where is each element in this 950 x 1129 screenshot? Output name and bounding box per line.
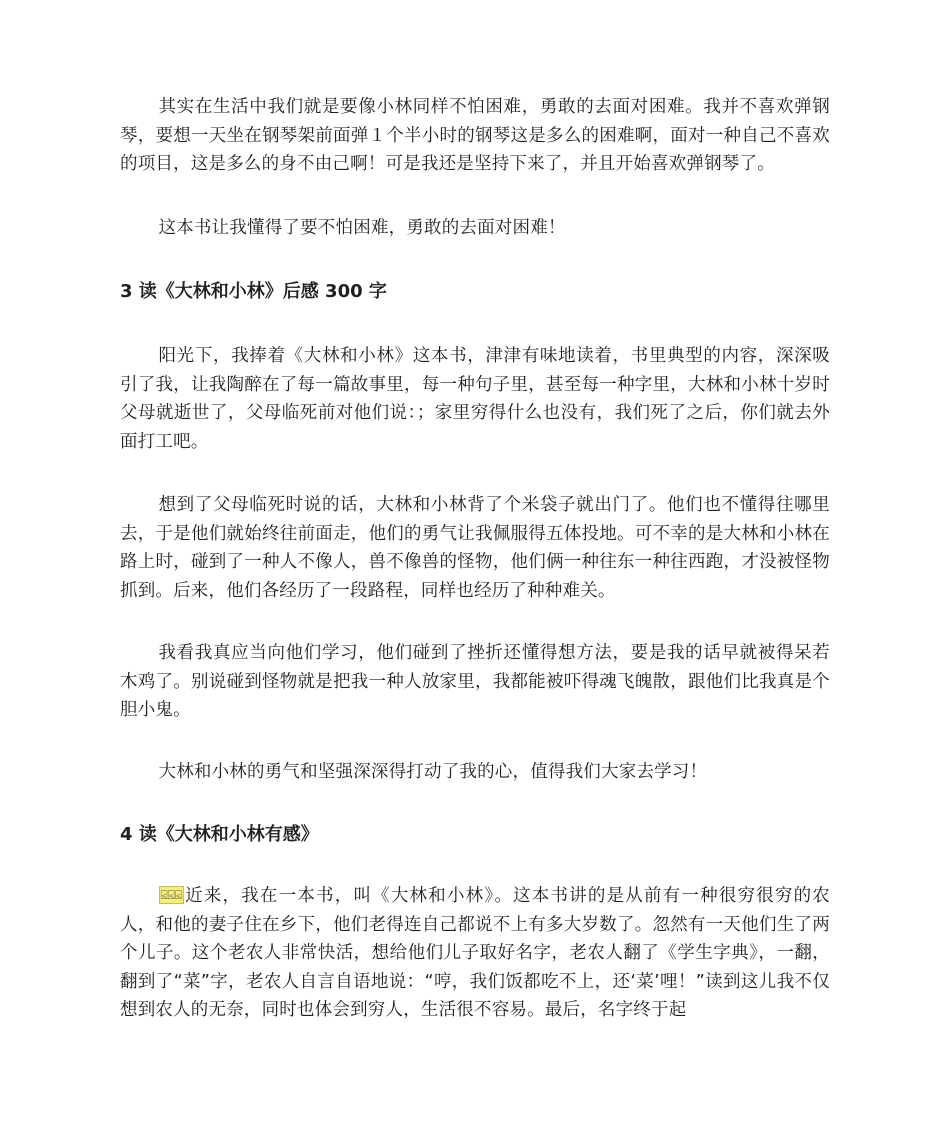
paragraph-sunshine: 阳光下，我捧着《大林和小林》这本书，津津有味地读着，书里典型的内容，深深吸引了我，让我陶醉在了每一篇故事里，每一种句子里，甚至每一种字里，大林和小林十岁时父母就逝世了，父母临死前对他们说：；家里穷得什么也没有，我们死了之后，你们就去外面打工吧。 [120, 346, 830, 452]
paragraph-journey: 想到了父母临死时说的话，大林和小林背了个米袋子就出门了。他们也不懂得往哪里去，于是他们就始终往前面走，他们的勇气让我佩服得五体投地。可不幸的是大林和小林在路上时，碰到了一种人不像人，兽不像兽的怪物，他们俩一种往东一种往西跑，才没被怪物抓到。后来，他们各经历了一段路程，同样也经历了种种难关。 [120, 495, 830, 601]
symbol-glyph-icon: ⍃⍃⍃ [160, 888, 183, 902]
paragraph-lesson: 这本书让我懂得了要不怕困难，勇敢的去面对困难！ [158, 218, 566, 238]
paragraph-farmer-text: 近来，我在一本书，叫《大林和小林》。这本书讲的是从前有一种很穷很穷的农人，和他的妻子住在乡下，他们老得连自己都说不上有多大岁数了。忽然有一天他们生了两个儿子。这个老农人非常快活，想给他们儿子取好名字，老农人翻了《学生字典》，一翻，翻到了“菜”字，老农人自言自语地说：“哼，我们饭都吃不上，还‘菜’哩！”读到这儿我不仅想到农人的无奈，同时也体会到穷人，生活很不容易。最后，名字终于起 [120, 886, 830, 1020]
section-heading-3: 3 读《大林和小林》后感 300 字 [120, 281, 387, 302]
paragraph-piano: 其实在生活中我们就是要像小林同样不怕困难，勇敢的去面对困难。我并不喜欢弹钢琴，要想一天坐在钢琴架前面弹１个半小时的钢琴这是多么的困难啊，面对一种自己不喜欢的项目，这是多么的身不由己啊！可是我还是坚持下来了，并且开始喜欢弹钢琴了。 [120, 97, 830, 174]
paragraph-learn: 我看我真应当向他们学习，他们碰到了挫折还懂得想方法，要是我的话早就被得呆若木鸡了。别说碰到怪物就是把我一种人放家里，我都能被吓得魂飞魄散，跟他们比我真是个胆小鬼。 [120, 643, 830, 720]
section-heading-4: 4 读《大林和小林有感》 [120, 824, 319, 845]
paragraph-courage: 大林和小林的勇气和坚强深深得打动了我的心，值得我们大家去学习！ [158, 762, 708, 782]
paragraph-farmer [120, 882, 830, 1025]
